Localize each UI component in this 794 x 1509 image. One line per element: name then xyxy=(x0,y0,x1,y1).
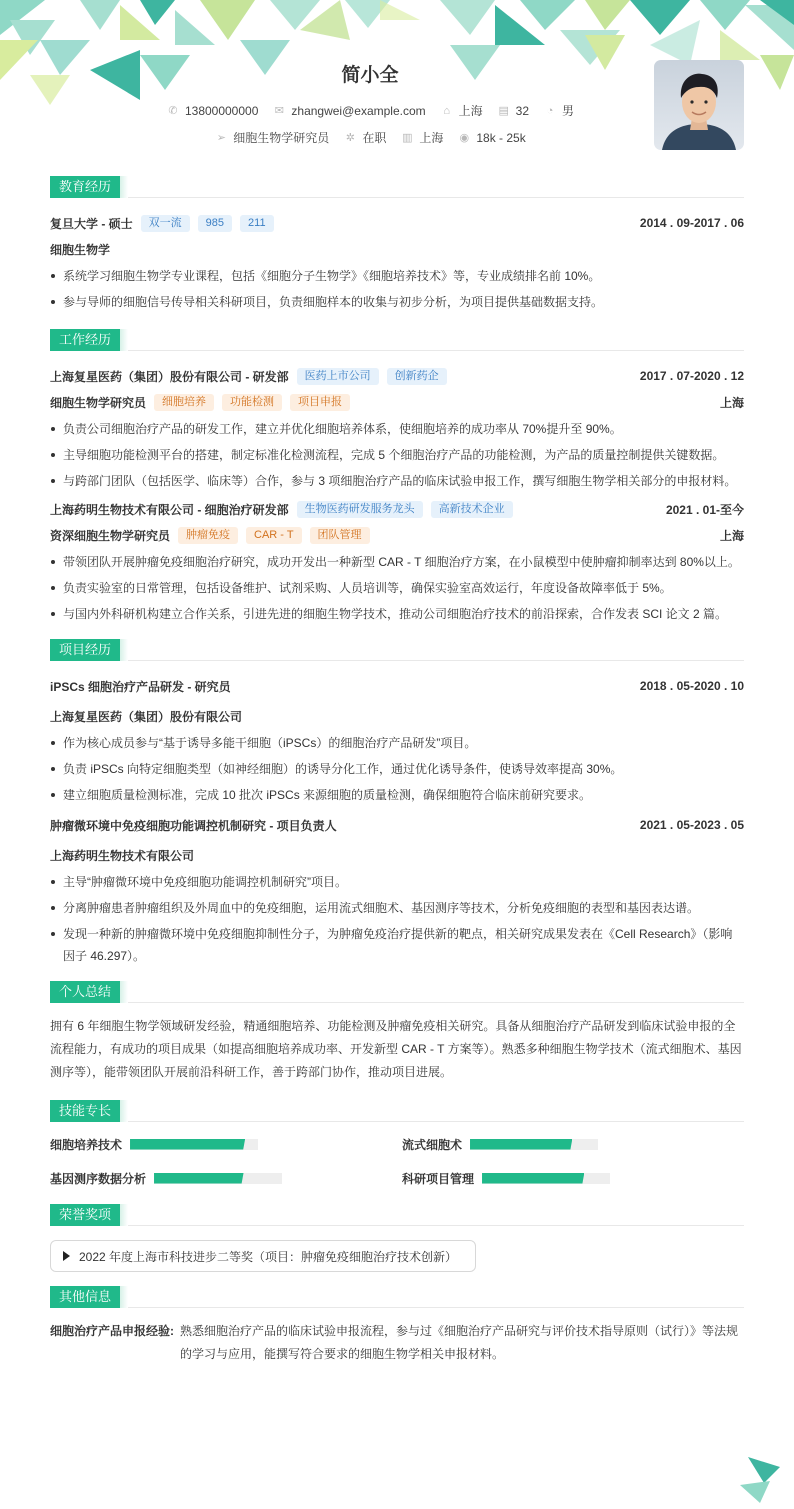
role-tag: CAR - T xyxy=(246,527,302,544)
company-tag: 创新药企 xyxy=(387,368,447,385)
skill-bar xyxy=(154,1173,282,1184)
skill-fill xyxy=(470,1139,572,1150)
list-item: 负责公司细胞治疗产品的研发工作，建立并优化细胞培养体系，使细胞培养的成功率从 70%提升至 90%。 xyxy=(50,418,744,440)
education-tag: 211 xyxy=(240,215,274,232)
work-role-row xyxy=(50,389,744,415)
phone-info xyxy=(166,104,258,118)
work-company-row xyxy=(50,496,744,522)
role-tag: 团队管理 xyxy=(310,527,370,544)
section-title: 荣誉奖项 xyxy=(50,1204,120,1226)
gender-info xyxy=(543,102,574,119)
project-bullets xyxy=(50,732,744,806)
section-header xyxy=(50,329,744,351)
location-info xyxy=(440,102,483,119)
project-date: 2018 . 05-2020 . 10 xyxy=(639,679,744,693)
award-text: 2022 年度上海市科技进步二等奖（项目：肿瘤免疫细胞治疗技术创新） xyxy=(79,1249,458,1264)
age-value: 32 xyxy=(515,103,530,118)
job-intent-row xyxy=(0,129,740,146)
work-section xyxy=(50,329,744,625)
email-info xyxy=(272,104,425,118)
list-item: 系统学习细胞生物学专业课程，包括《细胞分子生物学》《细胞培养技术》等，专业成绩排名前 10%。 xyxy=(50,265,744,287)
candidate-name: 简小全 xyxy=(341,65,399,86)
projects-section xyxy=(50,639,744,967)
work-date: 2021 . 01-至今 xyxy=(665,502,744,517)
work-bullets xyxy=(50,418,744,492)
skill-item xyxy=(50,1168,402,1188)
project-org-row xyxy=(50,703,744,729)
major-row xyxy=(50,236,744,262)
skills-grid xyxy=(50,1134,744,1188)
education-section xyxy=(50,176,744,313)
section-title: 项目经历 xyxy=(50,639,120,661)
list-item: 发现一种新的肿瘤微环境中免疫细胞抑制性分子，为肿瘤免疫治疗提供新的靶点，相关研究成果发表在《Cell Research》（影响因子 46.297）。 xyxy=(50,923,744,967)
project-org-row xyxy=(50,842,744,868)
skill-name: 基因测序数据分析 xyxy=(50,1171,147,1186)
work-date: 2017 . 07-2020 . 12 xyxy=(639,369,744,383)
project-org: 上海药明生物技术有限公司 xyxy=(50,848,195,863)
project-title-row xyxy=(50,673,744,699)
section-title: 个人总结 xyxy=(50,981,120,1003)
status-value: 在职 xyxy=(362,131,387,145)
other-label: 细胞治疗产品申报经验: xyxy=(50,1324,174,1338)
status-icon: ✲ xyxy=(345,132,355,144)
email-value: zhangwei@example.com xyxy=(291,103,426,118)
building-icon: ▥ xyxy=(402,132,413,144)
list-item: 负责实验室的日常管理，包括设备维护、试剂采购、人员培训等，确保实验室高效运行，年度设备故障率低于 5%。 xyxy=(50,577,744,599)
award-item[interactable] xyxy=(50,1240,476,1272)
awards-section xyxy=(50,1204,744,1272)
salary-icon: ◉ xyxy=(459,132,470,144)
section-title: 其他信息 xyxy=(50,1286,120,1308)
age-info xyxy=(497,104,529,118)
skill-bar xyxy=(482,1173,610,1184)
job-info xyxy=(214,129,329,146)
job-value: 细胞生物学研究员 xyxy=(233,131,330,145)
list-item: 参与导师的细胞信号传导相关科研项目，负责细胞样本的收集与初步分析，为项目提供基础数据支持。 xyxy=(50,291,744,313)
education-row xyxy=(50,210,744,236)
skill-item xyxy=(402,1168,744,1188)
list-item: 建立细胞质量检测标准，完成 10 批次 iPSCs 来源细胞的质量检测，确保细胞符合临床前研究要求。 xyxy=(50,784,744,806)
role-tag: 细胞培养 xyxy=(154,394,214,411)
role-tag: 功能检测 xyxy=(222,394,282,411)
education-date: 2014 . 09-2017 . 06 xyxy=(639,216,744,230)
project-title: 肿瘤微环境中免疫细胞功能调控机制研究 - 项目负责人 xyxy=(50,818,337,833)
work-city: 上海 xyxy=(719,395,744,410)
corner-decoration xyxy=(740,1457,780,1503)
list-item: 负责 iPSCs 向特定细胞类型（如神经细胞）的诱导分化工作，通过优化诱导条件，使诱导效率提高 30%。 xyxy=(50,758,744,780)
skills-section xyxy=(50,1100,744,1188)
skill-name: 流式细胞术 xyxy=(402,1137,463,1152)
skill-fill xyxy=(154,1173,244,1184)
work-company-row xyxy=(50,363,744,389)
role-name: 细胞生物学研究员 xyxy=(50,395,147,410)
project-date: 2021 . 05-2023 . 05 xyxy=(639,818,744,832)
section-title: 技能专长 xyxy=(50,1100,120,1122)
education-tag: 双一流 xyxy=(141,215,190,232)
list-item: 分离肿瘤患者肿瘤组织及外周血中的免疫细胞，运用流式细胞术、基因测序等技术，分析免疫细胞的表型和基因表达谱。 xyxy=(50,897,744,919)
role-name: 资深细胞生物学研究员 xyxy=(50,528,171,543)
skill-item xyxy=(50,1134,402,1154)
work-bullets xyxy=(50,551,744,625)
section-header xyxy=(50,981,744,1003)
major: 细胞生物学 xyxy=(50,242,111,257)
gender-icon: ◔ xyxy=(546,104,554,117)
summary-text: 拥有 6 年细胞生物学领域研发经验，精通细胞培养、功能检测及肿瘤免疫相关研究。具备从细胞治疗产品研发到临床试验申报的全流程能力，有成功的项目成果（如提高细胞培养成功率、开发新型 CAR - T 方案等）。熟悉多种细胞生物学技术（流式细胞术、基因测序等），能带领团队开展前沿科研工作，善于跨部门协作，推动项目进展。 xyxy=(50,1019,742,1079)
education-tag: 985 xyxy=(198,215,232,232)
phone-icon: ✆ xyxy=(168,105,178,117)
project-title: iPSCs 细胞治疗产品研发 - 研究员 xyxy=(50,679,231,694)
summary-section xyxy=(50,981,744,1084)
cake-icon: ▤ xyxy=(498,105,509,117)
list-item: 主导细胞功能检测平台的搭建，制定标准化检测流程，完成 5 个细胞治疗产品的功能检测，为产品的质量控制提供关键数据。 xyxy=(50,444,744,466)
company-tag: 高新技术企业 xyxy=(431,501,513,518)
home-icon: ⌂ xyxy=(443,104,450,117)
status-info xyxy=(343,129,386,146)
role-tag: 项目申报 xyxy=(290,394,350,411)
section-header xyxy=(50,1100,744,1122)
company-tag: 医药上市公司 xyxy=(297,368,379,385)
section-title: 工作经历 xyxy=(50,329,120,351)
list-item: 带领团队开展肿瘤免疫细胞治疗研究，成功开发出一种新型 CAR - T 细胞治疗方案，在小鼠模型中使肿瘤抑制率达到 80%以上。 xyxy=(50,551,744,573)
avatar-portrait xyxy=(654,60,744,150)
location-value: 上海 xyxy=(458,104,483,118)
mail-icon: ✉ xyxy=(274,105,284,117)
salary-info xyxy=(457,131,525,145)
skill-name: 科研项目管理 xyxy=(402,1171,475,1186)
company-tag: 生物医药研发服务龙头 xyxy=(297,501,423,518)
section-title: 教育经历 xyxy=(50,176,120,198)
salary-value: 18k - 25k xyxy=(476,130,526,145)
project-title-row xyxy=(50,812,744,838)
company-name: 上海复星医药（集团）股份有限公司 - 研发部 xyxy=(50,369,289,384)
other-item xyxy=(50,1320,744,1366)
role-tag: 肿瘤免疫 xyxy=(178,527,238,544)
skill-name: 细胞培养技术 xyxy=(50,1137,123,1152)
project-bullets xyxy=(50,871,744,967)
city-value: 上海 xyxy=(419,131,444,145)
skill-bar xyxy=(470,1139,598,1150)
phone-value: 13800000000 xyxy=(184,103,259,118)
list-item: 作为核心成员参与“基于诱导多能干细胞（iPSCs）的细胞治疗产品研发”项目。 xyxy=(50,732,744,754)
skill-bar xyxy=(130,1139,258,1150)
list-item: 与跨部门团队（包括医学、临床等）合作，参与 3 项细胞治疗产品的临床试验申报工作，撰写细胞生物学相关部分的申报材料。 xyxy=(50,470,744,492)
other-section xyxy=(50,1286,744,1366)
section-header xyxy=(50,1286,744,1308)
section-header xyxy=(50,176,744,198)
company-name: 上海药明生物技术有限公司 - 细胞治疗研发部 xyxy=(50,502,289,517)
section-header xyxy=(50,1204,744,1226)
section-header xyxy=(50,639,744,661)
city-info xyxy=(400,129,443,146)
project-org: 上海复星医药（集团）股份有限公司 xyxy=(50,709,243,724)
avatar xyxy=(654,60,744,150)
skill-fill xyxy=(482,1173,584,1184)
resume-content xyxy=(50,176,744,1366)
skill-item xyxy=(402,1134,744,1154)
skill-fill xyxy=(130,1139,245,1150)
contact-row xyxy=(0,102,740,119)
school-title: 复旦大学 - 硕士 xyxy=(50,216,133,231)
work-city: 上海 xyxy=(719,528,744,543)
work-role-row xyxy=(50,522,744,548)
expand-triangle-icon xyxy=(63,1251,70,1261)
list-item: 与国内外科研机构建立合作关系，引进先进的细胞生物学技术，推动公司细胞治疗技术的前沿探索，合作发表 SCI 论文 2 篇。 xyxy=(50,603,744,625)
gender-value: 男 xyxy=(562,104,575,118)
education-bullets xyxy=(50,265,744,313)
list-item: 主导“肿瘤微环境中免疫细胞功能调控机制研究”项目。 xyxy=(50,871,744,893)
other-text: 熟悉细胞治疗产品的临床试验申报流程，参与过《细胞治疗产品研究与评价技术指导原则（试行）》等法规的学习与应用，能撰写符合要求的细胞生物学相关申报材料。 xyxy=(180,1324,739,1361)
send-icon: ➢ xyxy=(216,132,226,144)
resume-header xyxy=(0,0,794,170)
